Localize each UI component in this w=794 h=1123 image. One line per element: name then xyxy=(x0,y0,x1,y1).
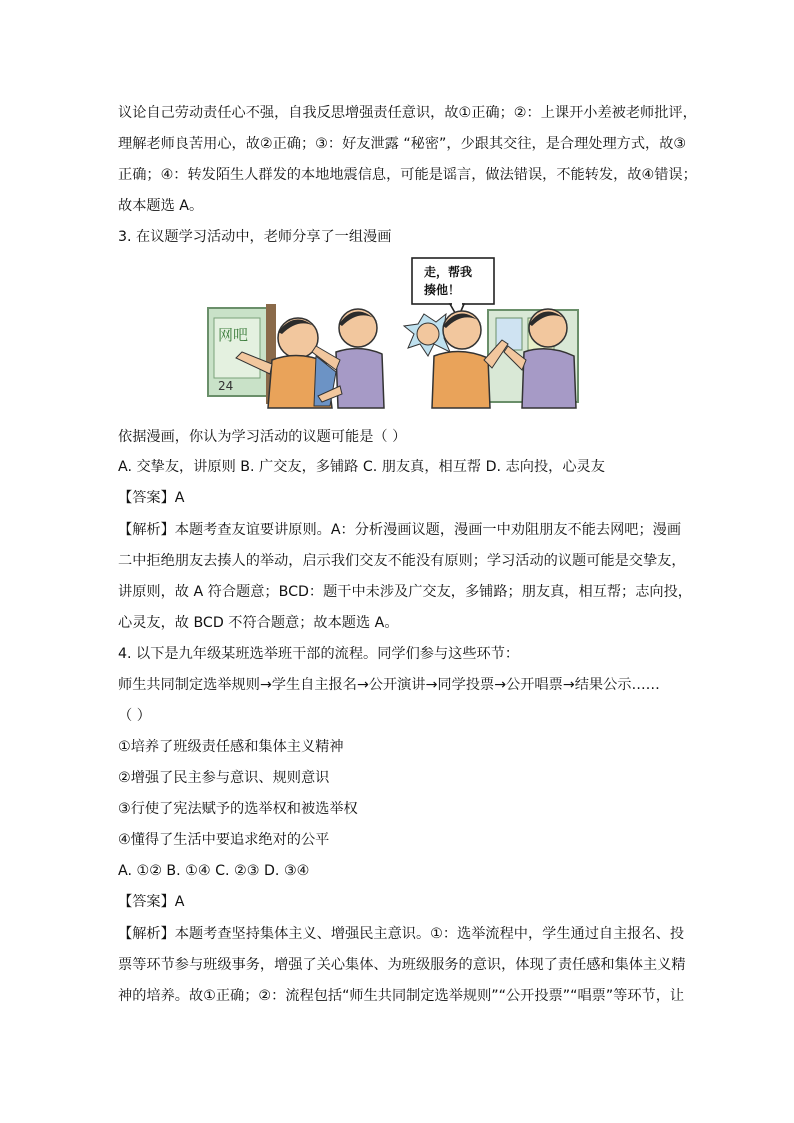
comic-panel-2 xyxy=(404,258,578,408)
statement-2: ②增强了民主参与意识、规则意识 xyxy=(118,770,330,786)
analysis-line: 【解析】本题考查坚持集体主义、增强民主意识。①：选举流程中，学生通过自主报名、投 xyxy=(118,926,685,942)
analysis-line: 二中拒绝朋友去揍人的举动，启示我们交友不能没有原则；学习活动的议题可能是交挚友， xyxy=(118,553,686,569)
internet-cafe-sign: 网吧 xyxy=(218,326,249,344)
question-3-stem: 3. 在议题学习活动中，老师分享了一组漫画 xyxy=(118,229,392,245)
analysis-line: 【解析】本题考查友谊要讲原则。A：分析漫画议题，漫画一中劝阻朋友不能去网吧；漫画 xyxy=(118,522,682,538)
text-line: 故本题选 A。 xyxy=(118,198,204,214)
analysis-line: 票等环节参与班级事务，增强了关心集体、为班级服务的意识，体现了责任感和集体主义精 xyxy=(118,957,686,973)
answer-label: 【答案】A xyxy=(118,894,185,910)
comic-illustration xyxy=(206,256,582,412)
question-4-stem: 4. 以下是九年级某班选举班干部的流程。同学们参与这些环节： xyxy=(118,646,520,662)
analysis-line: 神的培养。故①正确；②：流程包括“师生共同制定选举规则”“公开投票”“唱票”等环节，让 xyxy=(118,988,685,1004)
answer-label: 【答案】A xyxy=(118,490,185,506)
question-4-options: A. ①② B. ①④ C. ②③ D. ③④ xyxy=(118,863,310,879)
speech-bubble-line-2: 揍他！ xyxy=(424,283,461,297)
text-line: 议论自己劳动责任心不强，自我反思增强责任意识，故①正确；②：上课开小差被老师批评， xyxy=(118,105,697,121)
comic-panel-1 xyxy=(208,304,384,408)
text-line: 正确；④：转发陌生人群发的本地地震信息，可能是谣言，做法错误，不能转发，故④错误； xyxy=(118,167,697,183)
cafe-number: 24 xyxy=(218,379,234,393)
question-3-options: A. 交挚友，讲原则 B. 广交友，多铺路 C. 朋友真，相互帮 D. 志向投，心灵友 xyxy=(118,459,605,475)
statement-3: ③行使了宪法赋予的选举权和被选举权 xyxy=(118,801,358,817)
analysis-line: 心灵友，故 BCD 不符合题意；故本题选 A。 xyxy=(118,615,399,631)
analysis-line: 讲原则，故 A 符合题意；BCD：题干中未涉及广交友，多铺路；朋友真，相互帮；志向投， xyxy=(118,584,692,600)
text-line: 理解老师良苦用心，故②正确；③：好友泄露 “秘密”，少跟其交往，是合理处理方式，故③ xyxy=(118,136,687,152)
statement-4: ④懂得了生活中要追求绝对的公平 xyxy=(118,832,330,848)
speech-bubble-line-1: 走，帮我 xyxy=(424,265,473,279)
statement-1: ①培养了班级责任感和集体主义精神 xyxy=(118,739,344,755)
question-3-prompt: 依据漫画，你认为学习活动的议题可能是（ ） xyxy=(118,429,407,445)
answer-blank: （ ） xyxy=(118,708,151,724)
election-process: 师生共同制定选举规则→学生自主报名→公开演讲→同学投票→公开唱票→结果公示…… xyxy=(118,677,660,693)
